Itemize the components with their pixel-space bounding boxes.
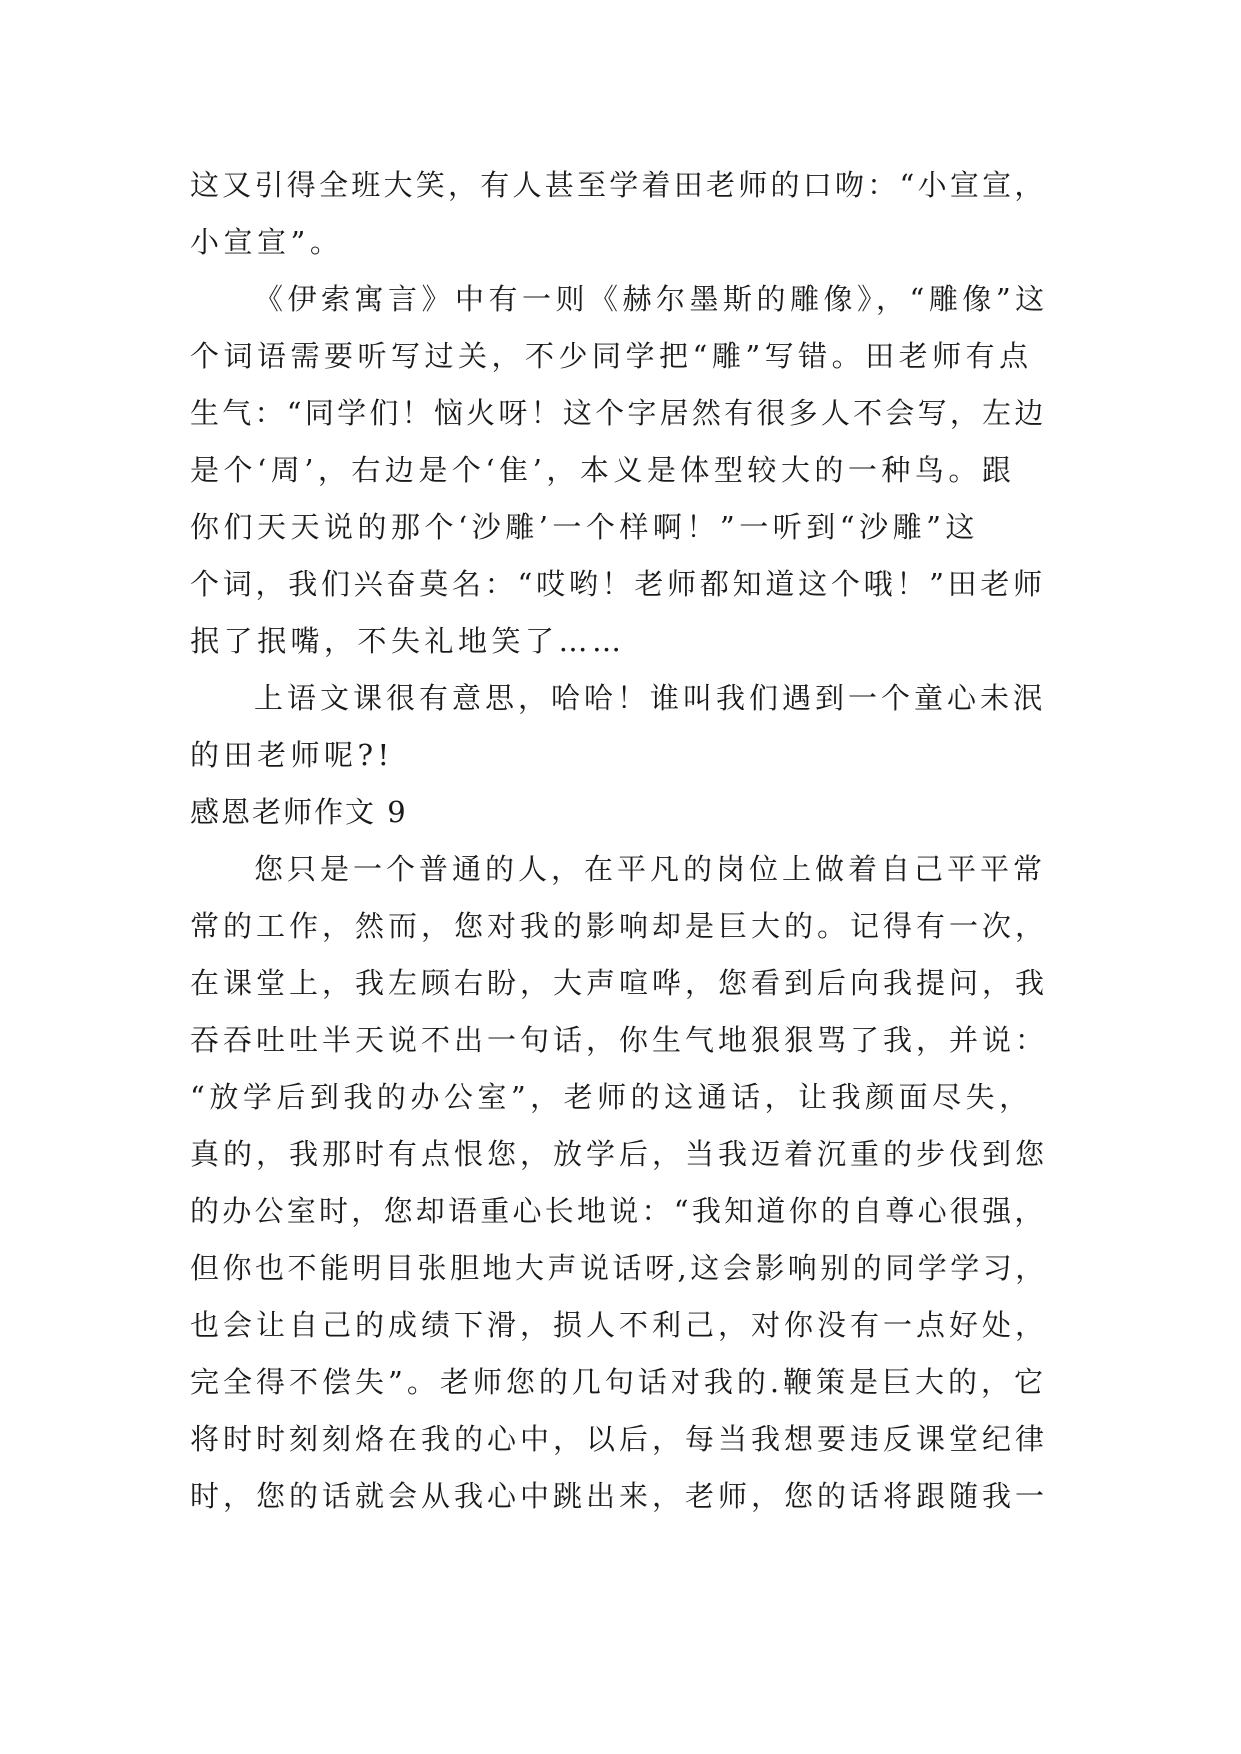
text-line: 完全得不偿失”。老师您的几句话对我的.鞭策是巨大的，它 [190,1365,1048,1399]
essay-body [190,157,1050,1525]
text-line: 是个‘周’，右边是个‘隹’，本义是体型较大的一种鸟。跟 [190,453,1016,487]
paragraph-start-line: 《伊索寓言》中有一则《赫尔墨斯的雕像》，“雕像”这 [254,282,1049,316]
text-line: 的田老师呢?! [190,738,394,772]
text-line: 将时时刻刻烙在我的心中，以后，每当我想要违反课堂纪律 [190,1422,1049,1456]
text-line: 你们天天说的那个‘沙雕’一个样啊！”一听到“沙雕”这 [190,510,979,544]
paragraph-start-line: 您只是一个普通的人，在平凡的岗位上做着自己平平常 [254,852,1047,886]
text-line: “放学后到我的办公室”，老师的这通话，让我颜面尽失， [190,1080,1033,1114]
text-line: 但你也不能明目张胆地大声说话呀,这会影响别的同学学习， [190,1251,1048,1285]
text-line: 在课堂上，我左顾右盼，大声喧哗，您看到后向我提问，我 [190,966,1049,1000]
text-line: 的办公室时，您却语重心长地说：“我知道你的自尊心很强， [190,1194,1047,1228]
paragraph-start-line: 上语文课很有意思，哈哈！谁叫我们遇到一个童心未泯 [254,681,1047,715]
text-line: 真的，我那时有点恨您，放学后，当我迈着沉重的步伐到您 [190,1137,1049,1171]
text-line: 这又引得全班大笑，有人甚至学着田老师的口吻：“小宣宣， [190,168,1047,202]
section-heading: 感恩老师作文 9 [190,795,408,829]
text-line: 生气：“同学们！恼火呀！这个字居然有很多人不会写，左边 [190,396,1047,430]
text-line: 小宣宣”。 [190,225,344,259]
text-line: 常的工作，然而，您对我的影响却是巨大的。记得有一次， [190,909,1049,943]
text-line: 时，您的话就会从我心中跳出来，老师，您的话将跟随我一 [190,1479,1049,1513]
text-line: 抿了抿嘴，不失礼地笑了…… [190,624,626,658]
text-line: 吞吞吐吐半天说不出一句话，你生气地狠狠骂了我，并说： [190,1023,1049,1057]
text-line: 个词语需要听写过关，不少同学把“雕”写错。田老师有点 [190,339,1033,373]
text-line: 个词，我们兴奋莫名：“哎哟！老师都知道这个哦！”田老师 [190,567,1046,601]
text-line: 也会让自己的成绩下滑，损人不利己，对你没有一点好处， [190,1308,1049,1342]
